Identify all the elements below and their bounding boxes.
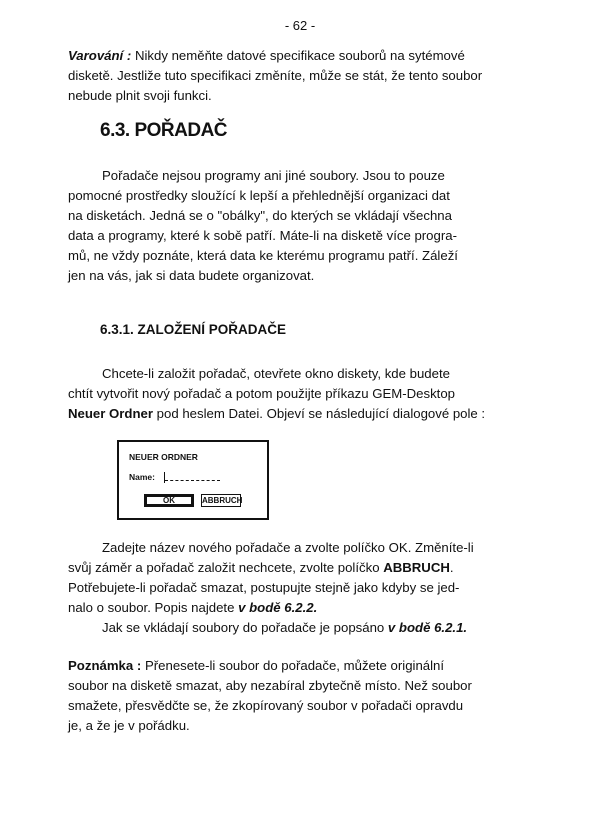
after-line-4a: nalo o soubor. Popis najdete <box>68 600 239 615</box>
intro-line-1: Pořadače nejsou programy ani jiné soubory. Jsou to pouze <box>102 168 445 183</box>
create-line-1: Chcete-li založit pořadač, otevřete okno diskety, kde budete <box>102 366 450 381</box>
warning-label: Varování : <box>68 48 132 63</box>
create-line-2: chtít vytvořit nový pořadač a potom použijte příkazu GEM-Desktop <box>68 386 456 401</box>
ref-6-2-2: v bodě 6.2.2. <box>238 600 318 615</box>
subsection-heading: 6.3.1. ZALOŽENÍ POŘADAČE <box>100 322 287 337</box>
name-label: Name: <box>129 472 155 482</box>
intro-line-4: data a programy, které k sobě patří. Máte-li na disketě více progra- <box>68 228 457 243</box>
neuer-ordner-command: Neuer Ordner <box>68 406 154 421</box>
after-line-2a: svůj záměr a pořadač založit nechcete, zvolte políčko <box>68 560 384 575</box>
warning-line-3: nebude plnit svoji funkci. <box>68 88 212 103</box>
warning-line-1: Nikdy neměňte datové specifikace souborů na sytémové <box>131 48 465 63</box>
after-dialog-paragraph <box>68 538 530 638</box>
note-label: Poznámka : <box>68 658 142 673</box>
note-line-4: je, a že je v pořádku. <box>68 718 190 733</box>
after-line-3: Potřebujete-li pořadač smazat, postupujte stejně jako kdyby se jed- <box>68 580 460 595</box>
intro-paragraph <box>68 166 530 286</box>
new-folder-dialog <box>117 440 269 520</box>
create-line-3: pod heslem Datei. Objeví se následující dialogové pole : <box>153 406 486 421</box>
after-line-1: Zadejte název nového pořadače a zvolte políčko OK. Změníte-li <box>102 540 474 555</box>
dialog-title: NEUER ORDNER <box>129 452 198 462</box>
intro-line-2: pomocné prostředky sloužící k lepší a přehlednější organizaci dat <box>68 188 450 203</box>
note-paragraph <box>68 656 530 736</box>
intro-line-6: jen na vás, jak si data budete organizovat. <box>68 268 315 283</box>
after-line-5a: Jak se vkládají soubory do pořadače je popsáno <box>102 620 388 635</box>
intro-line-5: mů, ne vždy poznáte, která data ke kterému programu patří. Záleží <box>68 248 458 263</box>
note-line-2: soubor na disketě smazat, aby nezabíral zbytečně místo. Než soubor <box>68 678 472 693</box>
warning-line-2: disketě. Jestliže tuto specifikaci změníte, může se stát, že tento soubor <box>68 68 483 83</box>
note-line-3: smažete, přesvědčte se, že zkopírovaný soubor v pořadači opravdu <box>68 698 464 713</box>
name-input[interactable] <box>164 472 222 483</box>
abbruch-reference: ABBRUCH <box>383 560 450 575</box>
field-placeholder <box>165 472 220 481</box>
ok-button[interactable]: OK <box>144 494 194 507</box>
create-paragraph <box>68 364 530 424</box>
section-heading: 6.3. POŘADAČ <box>100 120 228 141</box>
ref-6-2-1: v bodě 6.2.1. <box>387 620 468 635</box>
intro-line-3: na disketách. Jedná se o "obálky", do kterých se vkládají všechna <box>68 208 452 223</box>
warning-paragraph <box>68 46 530 106</box>
page-number: - 62 - <box>284 18 316 33</box>
note-line-1: Přenesete-li soubor do pořadače, můžete originální <box>141 658 445 673</box>
abbruch-button[interactable]: ABBRUCH <box>202 496 243 505</box>
after-line-2b: . <box>449 560 454 575</box>
